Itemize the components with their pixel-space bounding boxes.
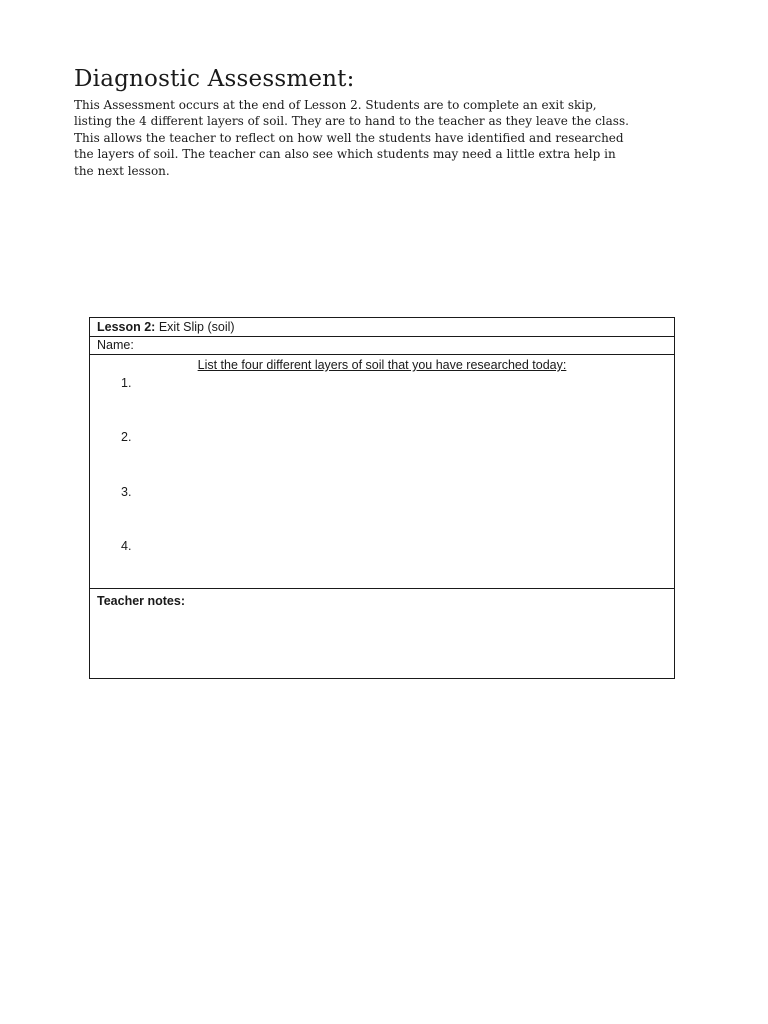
lesson-row bbox=[90, 318, 674, 337]
soil-layers-list-cell[interactable] bbox=[90, 355, 674, 589]
teacher-notes-label: Teacher notes: bbox=[97, 594, 185, 608]
exit-slip-table bbox=[89, 317, 675, 679]
lesson-label: Lesson 2: bbox=[97, 320, 156, 334]
list-number: 3. bbox=[121, 485, 132, 499]
name-row[interactable] bbox=[90, 337, 674, 355]
intro-line: listing the 4 different layers of soil. They are to hand to the teacher as they leave the class. bbox=[74, 114, 629, 129]
list-number: 1. bbox=[121, 376, 132, 390]
list-number: 4. bbox=[121, 539, 132, 553]
name-label: Name: bbox=[97, 338, 134, 352]
list-number: 2. bbox=[121, 430, 132, 444]
intro-paragraph bbox=[74, 97, 704, 179]
intro-line: This Assessment occurs at the end of Lesson 2. Students are to complete an exit skip, bbox=[74, 98, 597, 112]
intro-line: the layers of soil. The teacher can also see which students may need a little extra help in bbox=[74, 147, 616, 162]
page-title: Diagnostic Assessment: bbox=[74, 66, 355, 92]
lesson-title: Exit Slip (soil) bbox=[155, 320, 235, 334]
list-prompt: List the four different layers of soil that you have researched today: bbox=[197, 358, 567, 372]
intro-line: the next lesson. bbox=[74, 163, 170, 178]
intro-line: This allows the teacher to reflect on how well the students have identified and researched bbox=[74, 130, 624, 145]
teacher-notes-cell[interactable] bbox=[90, 589, 674, 678]
